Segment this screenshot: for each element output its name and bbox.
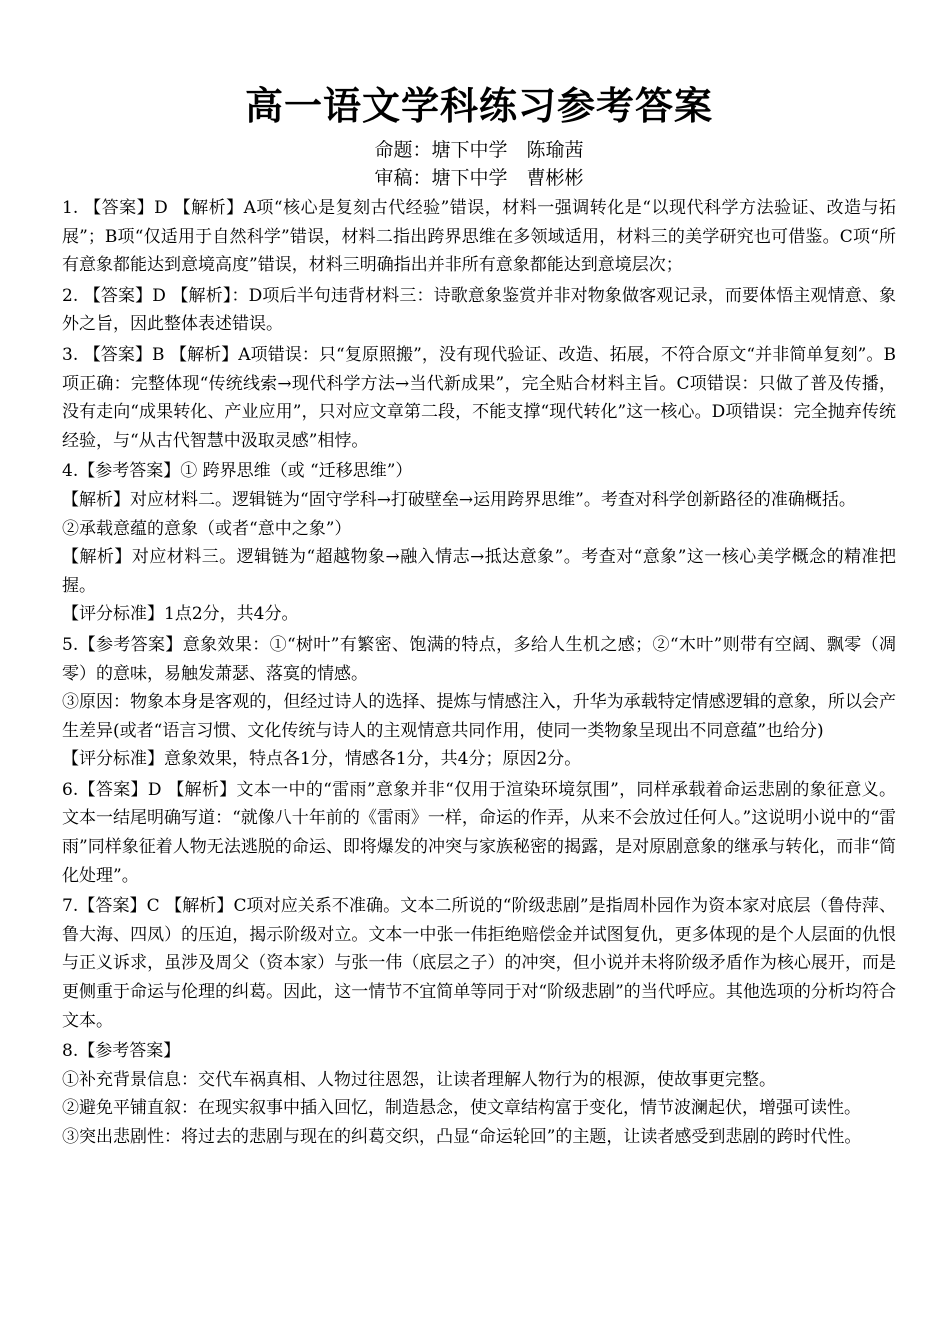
answer-4-heading: 4.【参考答案】① 跨界思维（或 “迁移思维”） xyxy=(62,461,413,482)
answer-7: 7.【答案】C 【解析】C项对应关系不准确。文本二所说的“阶级悲剧”是指周朴园作为资本家对底层（鲁侍萍、鲁大海、四凤）的压迫，揭示阶级对立。文本一中张一伟拒绝赔偿金并试图复仇，更多体现的是个人层面的仇恨与正义诉求，虽涉及周父（资本家）与张一伟（底层之子）的冲突，但小说并未将阶级矛盾作为核心展开，而是更侧重于命运与伦理的纠葛。因此，这一情节不宜简单等同于对“阶级悲剧”的当代呼应。其他选项的分析均符合文本。 xyxy=(62,896,896,1031)
answer-8-point-2: ②避免平铺直叙：在现实叙事中插入回忆，制造悬念，使文章结构富于变化，情节波澜起伏，增强可读性。 xyxy=(62,1098,861,1119)
page-title: 高一语文学科练习参考答案 xyxy=(244,84,713,128)
answer-5-reason: ③原因：物象本身是客观的，但经过诗人的选择、提炼与情感注入，升华为承载特定情感逻辑的意象，所以会产生差异(或者“语言习惯、文化传统与诗人的主观情意共同作用，使同一类物象呈现出不同意蕴”也给分) xyxy=(62,692,896,741)
answer-4-analysis-1: 【解析】对应材料二。逻辑链为“固守学科→打破壁垒→运用跨界思维”。考查对科学创新路径的准确概括。 xyxy=(62,489,856,510)
answer-5-scoring: 【评分标准】意象效果，特点各1分，情感各1分，共4分；原因2分。 xyxy=(62,749,582,770)
answer-4-point-2: ②承载意蕴的意象（或者“意中之象”） xyxy=(62,518,352,539)
author-line: 命题：塘下中学 陈瑜茜 xyxy=(374,139,584,161)
answer-6: 6.【答案】D 【解析】文本一中的“雷雨”意象并非“仅用于渲染环境氛围”，同样承载着命运悲剧的象征意义。文本一结尾明确写道：“就像八十年前的《雷雨》一样，命运的作弄，从来不会放过任何人。”这说明小说中的“雷雨”同样象征着人物无法逃脱的命运、即将爆发的冲突与家族秘密的揭露，是对原剧意象的继承与转化，而非“简化处理”。 xyxy=(62,779,896,886)
reviewer-line: 审稿：塘下中学 曹彬彬 xyxy=(374,167,584,189)
answer-content xyxy=(62,194,896,1152)
answer-3: 3. 【答案】B 【解析】A项错误：只“复原照搬”，没有现代验证、改造、拓展，不符合原文“并非简单复刻”。B项正确：完整体现“传统线索→现代科学方法→当代新成果”，完全贴合材料主旨。C项错误：只做了普及传播，没有走向“成果转化、产业应用”，只对应文章第二段，不能支撑“现代转化”这一核心。D项错误：完全抛弃传统经验，与“从古代智慧中汲取灵感”相悖。 xyxy=(62,344,896,451)
answer-8-heading: 8.【参考答案】 xyxy=(62,1041,181,1062)
answer-key-page xyxy=(62,78,896,1152)
answer-4-analysis-2: 【解析】对应材料三。逻辑链为“超越物象→融入情志→抵达意象”。考查对“意象”这一核心美学概念的精准把握。 xyxy=(62,547,896,596)
answer-8-point-1: ①补充背景信息：交代车祸真相、人物过往恩怨，让读者理解人物行为的根源，使故事更完整。 xyxy=(62,1069,776,1090)
answer-5-effect: 5.【参考答案】意象效果：①“树叶”有繁密、饱满的特点，多给人生机之感；②“木叶”则带有空阔、飘零（凋零）的意味，易触发萧瑟、落寞的情感。 xyxy=(62,634,896,684)
answer-1: 1. 【答案】D 【解析】A项“核心是复刻古代经验”错误，材料一强调转化是“以现代科学方法验证、改造与拓展”；B项“仅适用于自然科学”错误，材料二指出跨界思维在多领域适用，材料三的美学研究也可借鉴。C项“所有意象都能达到意境高度”错误，材料三明确指出并非所有意象都能达到意境层次； xyxy=(62,198,896,276)
answer-4-scoring: 【评分标准】1点2分，共4分。 xyxy=(62,604,299,625)
answer-8-point-3: ③突出悲剧性：将过去的悲剧与现在的纠葛交织，凸显“命运轮回”的主题，让读者感受到悲剧的跨时代性。 xyxy=(62,1127,862,1147)
answer-2: 2. 【答案】D 【解析】：D项后半句违背材料三：诗歌意象鉴赏并非对物象做客观记录，而要体悟主观情意、象外之旨，因此整体表述错误。 xyxy=(62,285,896,335)
